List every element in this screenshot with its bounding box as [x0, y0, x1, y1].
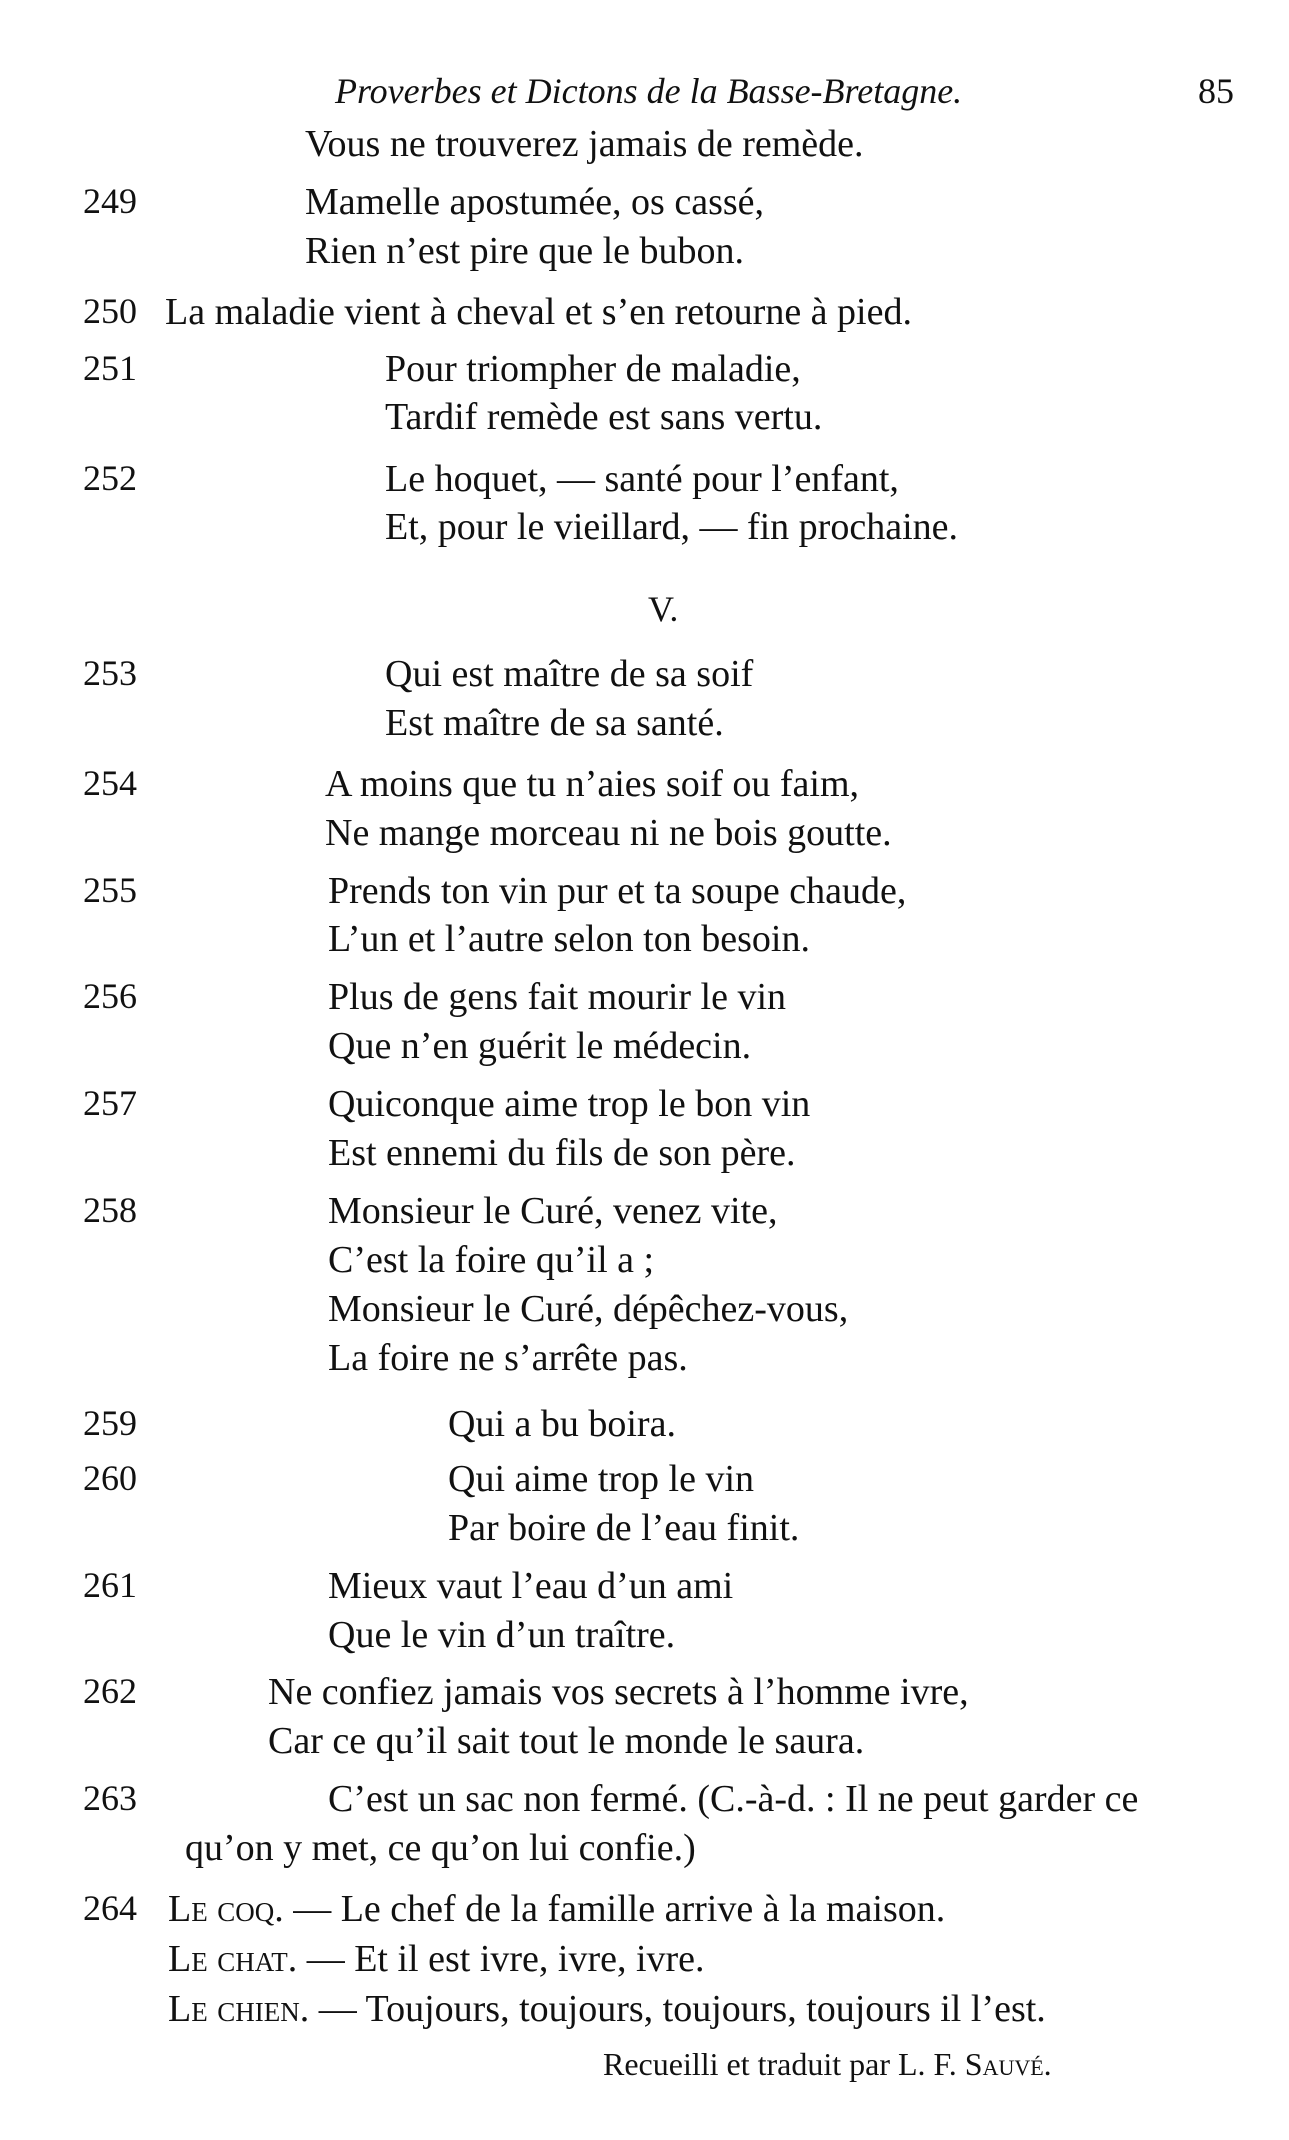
dialogue-text: — Et il est ivre, ivre, ivre.: [306, 1938, 705, 1980]
credit-prefix: Recueilli et traduit par: [603, 2046, 890, 2082]
proverb-number: 249: [83, 181, 137, 221]
dialogue-text: — Toujours, toujours, toujours, toujours il l’est.: [318, 1988, 1046, 2030]
proverb-line: Mamelle apostumée, os cassé,: [305, 181, 765, 223]
running-title: Proverbes et Dictons de la Basse-Bretagne.: [335, 71, 963, 111]
proverb-line: C’est un sac non fermé. (C.-à-d. : Il ne peut garder ce: [328, 1778, 1139, 1820]
proverb-number: 257: [83, 1083, 137, 1123]
proverb-line: Tardif remède est sans vertu.: [385, 396, 823, 438]
proverb-line: Rien n’est pire que le bubon.: [305, 230, 745, 272]
proverb-line: Car ce qu’il sait tout le monde le saura.: [268, 1720, 865, 1762]
proverb-number: 260: [83, 1458, 137, 1498]
proverb-number: 256: [83, 976, 137, 1016]
proverb-number: 251: [83, 348, 137, 388]
dialogue-line: [168, 1990, 1046, 2028]
proverb-number: 262: [83, 1671, 137, 1711]
speaker-label: Le chat.: [168, 1938, 298, 1980]
proverb-line: Monsieur le Curé, dépêchez-vous,: [328, 1288, 849, 1330]
proverb-number: 259: [83, 1403, 137, 1443]
proverb-line: Et, pour le vieillard, — fin prochaine.: [385, 506, 958, 548]
proverb-number: 253: [83, 653, 137, 693]
proverb-line: Est ennemi du fils de son père.: [328, 1132, 796, 1174]
proverb-line: Qui a bu boira.: [448, 1403, 676, 1445]
proverb-line: Plus de gens fait mourir le vin: [328, 976, 787, 1018]
speaker-label: Le coq.: [168, 1888, 284, 1930]
proverb-number: 250: [83, 291, 137, 331]
page-number: 85: [1198, 71, 1234, 111]
proverb-line: Que n’en guérit le médecin.: [328, 1025, 752, 1067]
section-heading: V.: [648, 589, 679, 629]
proverb-line: Par boire de l’eau finit.: [448, 1507, 800, 1549]
proverb-line: Le hoquet, — santé pour l’enfant,: [385, 458, 899, 500]
proverb-line: La maladie vient à cheval et s’en retourne à pied.: [165, 291, 912, 333]
proverb-line: Pour triompher de maladie,: [385, 348, 801, 390]
continuation-line: Vous ne trouverez jamais de remède.: [305, 123, 864, 165]
credit-author: L. F. Sauvé.: [898, 2046, 1052, 2082]
proverb-line: Qui aime trop le vin: [448, 1458, 755, 1500]
proverb-number: 263: [83, 1778, 137, 1818]
proverb-line: A moins que tu n’aies soif ou faim,: [325, 763, 860, 805]
proverb-line: Qui est maître de sa soif: [385, 653, 754, 695]
speaker-label: Le chien.: [168, 1988, 310, 2030]
proverb-line: Prends ton vin pur et ta soupe chaude,: [328, 870, 907, 912]
dialogue-line: [168, 1940, 705, 1978]
proverb-number: 252: [83, 458, 137, 498]
proverb-number: 255: [83, 870, 137, 910]
proverb-line: Que le vin d’un traître.: [328, 1614, 676, 1656]
credit-line: [603, 2046, 1052, 2083]
proverb-line: qu’on y met, ce qu’on lui confie.): [185, 1827, 696, 1869]
proverb-number: 261: [83, 1565, 137, 1605]
proverb-number: 258: [83, 1190, 137, 1230]
proverb-number: 264: [83, 1888, 137, 1928]
proverb-line: La foire ne s’arrête pas.: [328, 1337, 688, 1379]
proverb-line: Monsieur le Curé, venez vite,: [328, 1190, 778, 1232]
dialogue-text: — Le chef de la famille arrive à la maison.: [293, 1888, 946, 1930]
proverb-line: L’un et l’autre selon ton besoin.: [328, 918, 810, 960]
proverb-line: Ne mange morceau ni ne bois goutte.: [325, 812, 892, 854]
proverb-line: Ne confiez jamais vos secrets à l’homme ivre,: [268, 1671, 969, 1713]
proverb-line: Est maître de sa santé.: [385, 702, 724, 744]
proverb-line: C’est la foire qu’il a ;: [328, 1239, 655, 1281]
proverb-line: Mieux vaut l’eau d’un ami: [328, 1565, 734, 1607]
dialogue-line: [168, 1890, 945, 1928]
proverb-line: Quiconque aime trop le bon vin: [328, 1083, 811, 1125]
proverb-number: 254: [83, 763, 137, 803]
